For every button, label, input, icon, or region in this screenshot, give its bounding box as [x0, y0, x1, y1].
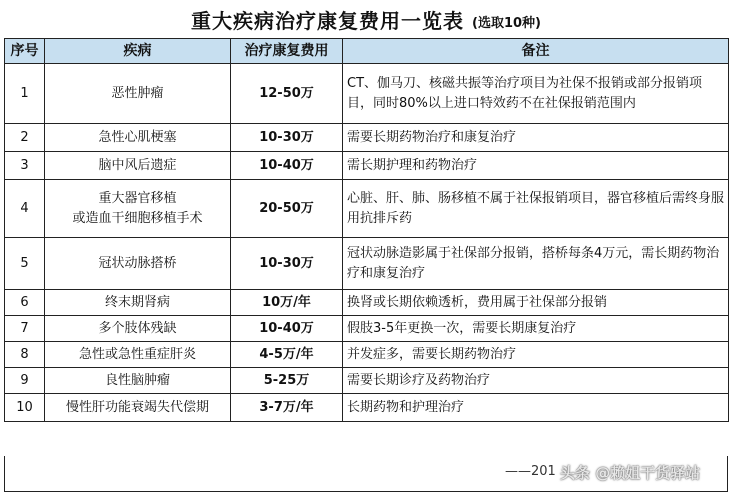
- row-num: 1: [5, 64, 45, 124]
- row-disease: [45, 290, 231, 316]
- disease-name: 良性脑肿瘤: [104, 372, 170, 388]
- row-note: 需要长期药物治疗和康复治疗: [343, 124, 729, 152]
- disease-name-line2: 或造血干细胞移植手术: [72, 210, 203, 226]
- row-num: 10: [5, 394, 45, 422]
- table-row: [5, 124, 729, 152]
- row-cost: 3-7万/年: [231, 394, 343, 422]
- row-num: 4: [5, 180, 45, 238]
- row-num: 5: [5, 238, 45, 290]
- disease-name: 恶性肿瘤: [111, 85, 164, 101]
- row-note: 假肢3-5年更换一次，需要长期康复治疗: [343, 316, 729, 342]
- table-title: [0, 0, 732, 38]
- row-note: 长期药物和护理治疗: [343, 394, 729, 422]
- row-note: 需长期护理和药物治疗: [343, 152, 729, 180]
- disease-name: 脑中风后遗症: [98, 157, 177, 173]
- disease-name: 终末期肾病: [104, 294, 170, 310]
- table-row: [5, 180, 729, 238]
- row-disease: [45, 238, 231, 290]
- table-row: [5, 316, 729, 342]
- disease-name: 慢性肝功能衰竭失代偿期: [65, 399, 209, 415]
- row-cost: 10万/年: [231, 290, 343, 316]
- table-row: [5, 64, 729, 124]
- row-disease: [45, 394, 231, 422]
- table-row: [5, 238, 729, 290]
- disease-name: 重大器官移植: [98, 190, 177, 206]
- row-disease: [45, 316, 231, 342]
- row-num: 8: [5, 342, 45, 368]
- row-note: 并发症多，需要长期药物治疗: [343, 342, 729, 368]
- row-note: 需要长期诊疗及药物治疗: [343, 368, 729, 394]
- row-cost: 12-50万: [231, 64, 343, 124]
- table-row: [5, 342, 729, 368]
- row-num: 2: [5, 124, 45, 152]
- row-cost: 5-25万: [231, 368, 343, 394]
- row-note: 冠状动脉造影属于社保部分报销，搭桥每条4万元，需长期药物治疗和康复治疗: [343, 238, 729, 290]
- table-row: [5, 152, 729, 180]
- row-note: CT、伽马刀、核磁共振等治疗项目为社保不报销或部分报销项目，同时80%以上进口特效药不在社保报销范围内: [343, 64, 729, 124]
- row-disease: [45, 64, 231, 124]
- watermark: 头条 @赖姐干货驿站: [560, 464, 701, 482]
- cost-table: [4, 38, 729, 422]
- row-note: 心脏、肝、肺、肠移植不属于社保报销项目，器官移植后需终身服用抗排斥药: [343, 180, 729, 238]
- row-cost: 10-40万: [231, 152, 343, 180]
- header-disease: 疾病: [45, 39, 231, 64]
- row-num: 6: [5, 290, 45, 316]
- row-cost: 20-50万: [231, 180, 343, 238]
- row-num: 9: [5, 368, 45, 394]
- row-disease: [45, 342, 231, 368]
- row-cost: 10-40万: [231, 316, 343, 342]
- row-num: 7: [5, 316, 45, 342]
- table-row: [5, 368, 729, 394]
- disease-name: 冠状动脉搭桥: [98, 255, 177, 271]
- row-disease: [45, 152, 231, 180]
- row-cost: 10-30万: [231, 238, 343, 290]
- footer-source: ——201: [505, 464, 556, 479]
- table-row: [5, 290, 729, 316]
- row-disease: [45, 124, 231, 152]
- disease-name: 急性或急性重症肝炎: [78, 346, 196, 362]
- page-title: 重大疾病治疗康复费用一览表: [191, 8, 464, 33]
- row-cost: 4-5万/年: [231, 342, 343, 368]
- row-cost: 10-30万: [231, 124, 343, 152]
- row-disease: [45, 368, 231, 394]
- disease-name: 急性心肌梗塞: [98, 129, 177, 145]
- header-num: 序号: [5, 39, 45, 64]
- row-disease: [45, 180, 231, 238]
- header-cost: 治疗康复费用: [231, 39, 343, 64]
- table-row: [5, 394, 729, 422]
- disease-name: 多个肢体残缺: [98, 320, 177, 336]
- table-header-row: [5, 39, 729, 64]
- header-note: 备注: [343, 39, 729, 64]
- row-num: 3: [5, 152, 45, 180]
- row-note: 换肾或长期依赖透析，费用属于社保部分报销: [343, 290, 729, 316]
- page-subtitle: (选取10种): [472, 15, 541, 31]
